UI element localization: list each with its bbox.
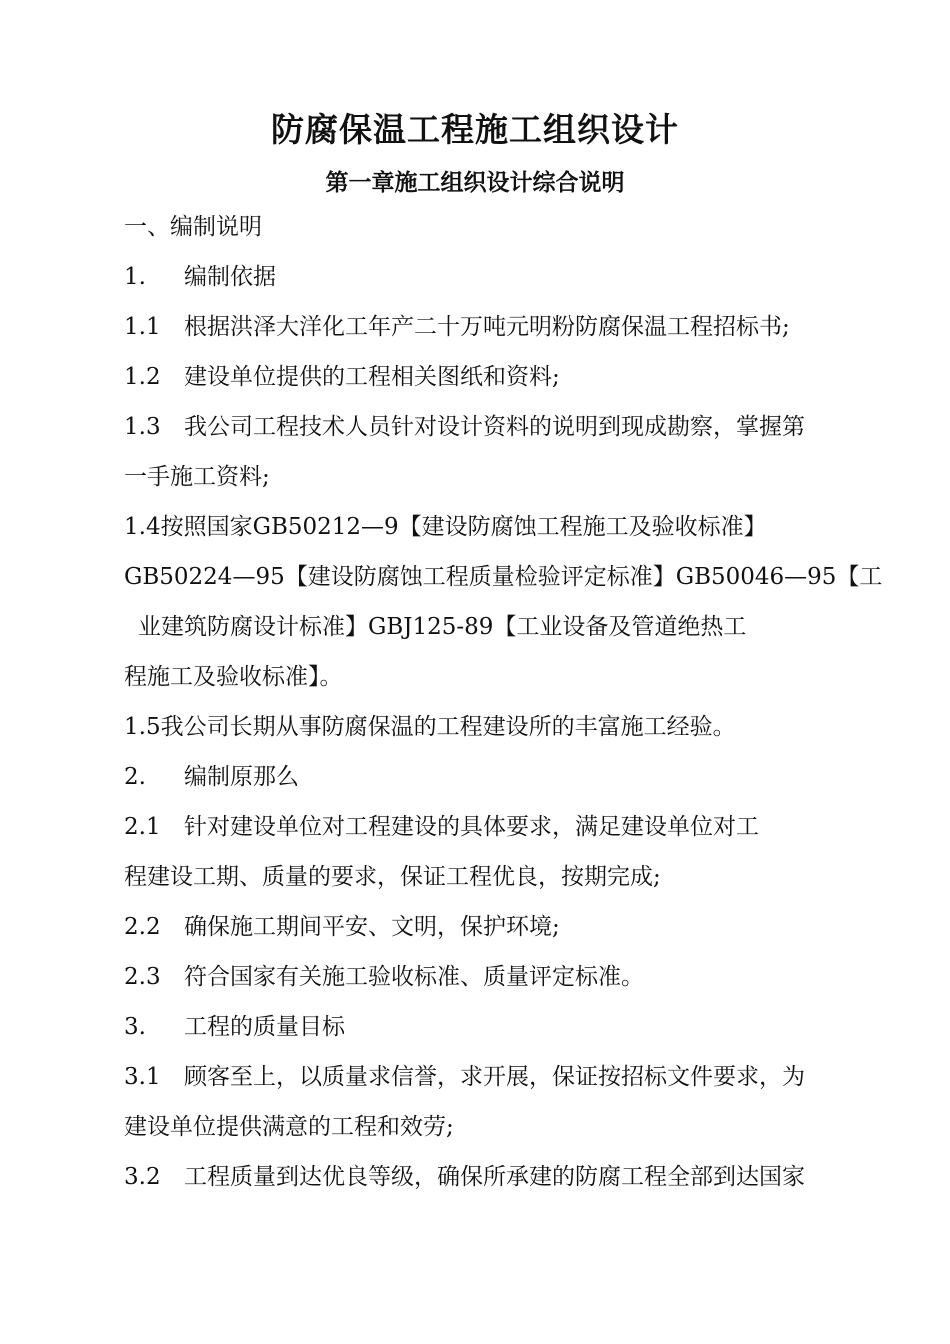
item-text: 确保施工期间平安、文明，保护环境; — [184, 914, 560, 940]
paragraph-line — [124, 1062, 805, 1092]
section-heading: 一、编制说明 — [124, 214, 262, 240]
paragraph-line — [124, 562, 882, 592]
paragraph-line — [124, 312, 790, 342]
paragraph-line — [124, 812, 759, 842]
paragraph-line — [124, 1012, 345, 1042]
paragraph-line — [124, 862, 661, 892]
item-number: 3.2 — [124, 1164, 161, 1190]
item-text: 顾客至上，以质量求信誉，求开展，保证按招标文件要求，为 — [184, 1064, 805, 1090]
paragraph-line — [124, 962, 644, 992]
chapter-subtitle: 第一章施工组织设计综合说明 — [325, 169, 625, 196]
item-text: 符合国家有关施工验收标准、质量评定标准。 — [184, 964, 644, 990]
paragraph-line — [124, 662, 343, 692]
item-text: 一手施工资料; — [124, 464, 270, 490]
item-number: 1.3 — [124, 414, 161, 440]
paragraph-line — [124, 412, 805, 442]
paragraph-line — [138, 612, 746, 642]
item-text: 程施工及验收标准】。 — [124, 664, 343, 690]
item-number: 3. — [124, 1014, 146, 1040]
item-text: 编制依据 — [184, 264, 276, 290]
paragraph-line — [124, 712, 736, 742]
document-title: 防腐保温工程施工组织设计 — [271, 110, 679, 149]
item-number: 2.2 — [124, 914, 161, 940]
item-text: 建设单位提供满意的工程和效劳; — [124, 1114, 454, 1140]
item-text: 针对建设单位对工程建设的具体要求，满足建设单位对工 — [184, 814, 759, 840]
item-text: 1.4按照国家GB50212—9【建设防腐蚀工程施工及验收标准】 — [124, 514, 767, 540]
item-text: 工程的质量目标 — [184, 1014, 345, 1040]
item-number: 2.3 — [124, 964, 161, 990]
item-text: 我公司工程技术人员针对设计资料的说明到现成勘察，掌握第 — [184, 414, 805, 440]
item-text: 根据洪泽大洋化工年产二十万吨元明粉防腐保温工程招标书; — [184, 314, 790, 340]
item-text: 建设单位提供的工程相关图纸和资料; — [184, 364, 560, 390]
item-number: 1. — [124, 264, 146, 290]
item-number: 2.1 — [124, 814, 161, 840]
item-number: 3.1 — [124, 1064, 161, 1090]
item-number: 1.2 — [124, 364, 161, 390]
paragraph-line — [124, 912, 560, 942]
item-number: 1.1 — [124, 314, 161, 340]
paragraph-line — [124, 512, 767, 542]
item-text: 工程质量到达优良等级，确保所承建的防腐工程全部到达国家 — [184, 1164, 805, 1190]
paragraph-line — [124, 262, 276, 292]
paragraph-line — [124, 1112, 454, 1142]
item-text: 程建设工期、质量的要求，保证工程优良，按期完成; — [124, 864, 661, 890]
item-text: 业建筑防腐设计标准】GBJ125-89【工业设备及管道绝热工 — [138, 614, 747, 640]
item-text: 编制原那么 — [184, 764, 299, 790]
paragraph-line — [124, 462, 270, 492]
paragraph-line — [124, 362, 560, 392]
paragraph-line — [124, 1162, 805, 1192]
item-number: 2. — [124, 764, 146, 790]
item-text: GB50224—95【建设防腐蚀工程质量检验评定标准】GB50046—95【工 — [124, 564, 883, 590]
paragraph-line — [124, 762, 299, 792]
item-text: 1.5我公司长期从事防腐保温的工程建设所的丰富施工经验。 — [124, 714, 736, 740]
